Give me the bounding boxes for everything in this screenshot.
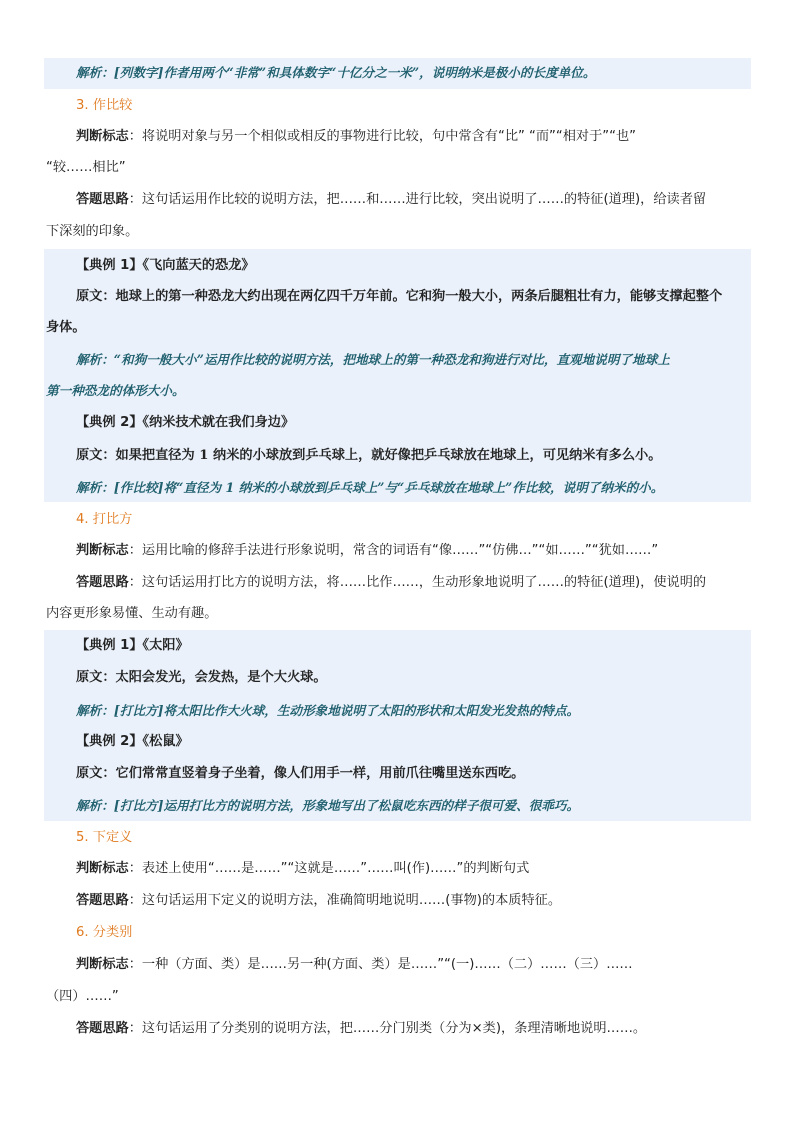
example-title: 【典例 2】《松鼠》 <box>76 734 189 749</box>
example-title: 【典例 1】《飞向蓝天的恐龙》 <box>76 258 255 273</box>
judge-criteria <box>76 859 529 879</box>
judge-criteria-cont: （四）……” <box>46 989 119 1004</box>
answer-text: ：这句话运用了分类别的说明方法，把……分门别类（分为×类)，条理清晰地说明……。 <box>128 1021 647 1036</box>
answer-approach <box>76 573 706 593</box>
answer-label: 答题思路 <box>76 575 129 590</box>
judge-criteria <box>76 955 633 975</box>
answer-label: 答题思路 <box>76 1021 129 1036</box>
example-title: 【典例 2】《纳米技术就在我们身边》 <box>76 415 295 430</box>
section-heading-metaphor: 4. 打比方 <box>76 512 133 527</box>
judge-criteria <box>76 541 658 561</box>
answer-label: 答题思路 <box>76 893 129 908</box>
example-original: 原文：地球上的第一种恐龙大约出现在两亿四千万年前。它和狗一般大小，两条后腿粗壮有力，能够支撑起整个 <box>76 289 723 304</box>
judge-text: ：一种（方面、类）是……另一种(方面、类）是……”“(一)……（二）……（三）…… <box>128 957 633 972</box>
section-heading-definition: 5. 下定义 <box>76 830 133 845</box>
section-heading-classification: 6. 分类别 <box>76 925 133 940</box>
example-original: 原文：它们常常直竖着身子坐着，像人们用手一样，用前爪往嘴里送东西吃。 <box>76 766 525 781</box>
judge-criteria-cont: “较……相比” <box>46 160 126 175</box>
answer-approach-cont: 内容更形象易懂、生动有趣。 <box>46 606 218 621</box>
example-original-cont: 身体。 <box>46 320 86 335</box>
example-analysis-cont: 第一种恐龙的体形大小。 <box>46 383 185 398</box>
example-analysis: 解析：“和狗一般大小”运用作比较的说明方法，把地球上的第一种恐龙和狗进行对比，直观地说明了地球上 <box>76 352 670 367</box>
judge-criteria <box>76 127 636 147</box>
example-title: 【典例 1】《太阳》 <box>76 638 189 653</box>
judge-label: 判断标志 <box>76 129 129 144</box>
answer-approach <box>76 1019 646 1039</box>
example-block-metaphor <box>44 630 751 821</box>
answer-label: 答题思路 <box>76 192 129 207</box>
judge-label: 判断标志 <box>76 861 129 876</box>
answer-approach <box>76 891 561 911</box>
judge-text: ：表述上使用“……是……”“这就是……”……叫(作)……”的判断句式 <box>128 861 530 876</box>
answer-approach-cont: 下深刻的印象。 <box>46 224 139 239</box>
judge-text: ：运用比喻的修辞手法进行形象说明，常含的词语有“像……”“仿佛…”“如……”“犹如……” <box>128 543 659 558</box>
example-analysis: 解析：[打比方]运用打比方的说明方法，形象地写出了松鼠吃东西的样子很可爱、很乖巧。 <box>76 798 580 813</box>
judge-text: ：将说明对象与另一个相似或相反的事物进行比较，句中常含有“比” “而”“相对于”“也” <box>128 129 636 144</box>
answer-approach <box>76 190 706 210</box>
judge-label: 判断标志 <box>76 957 129 972</box>
example-original: 原文：太阳会发光，会发热，是个大火球。 <box>76 670 327 685</box>
answer-text: ：这句话运用作比较的说明方法，把……和……进行比较，突出说明了……的特征(道理)，给读者留 <box>128 192 707 207</box>
answer-text: ：这句话运用打比方的说明方法，将……比作……，生动形象地说明了……的特征(道理)，使说明的 <box>128 575 707 590</box>
analysis-line: 解析：[列数字]作者用两个“非常”和具体数字“十亿分之一米”，说明纳米是极小的长度单位。 <box>76 65 596 80</box>
answer-text: ：这句话运用下定义的说明方法，准确简明地说明……(事物)的本质特征。 <box>128 893 562 908</box>
judge-label: 判断标志 <box>76 543 129 558</box>
section-heading-comparison: 3. 作比较 <box>76 98 133 113</box>
example-analysis: 解析：[打比方]将太阳比作大火球，生动形象地说明了太阳的形状和太阳发光发热的特点。 <box>76 703 580 718</box>
example-analysis: 解析：[作比较]将“直径为 1 纳米的小球放到乒乓球上”与“乒乓球放在地球上”作比较，说明了纳米的小。 <box>76 480 664 495</box>
example-original: 原文：如果把直径为 1 纳米的小球放到乒乓球上，就好像把乒乓球放在地球上，可见纳米有多么小。 <box>76 448 662 463</box>
